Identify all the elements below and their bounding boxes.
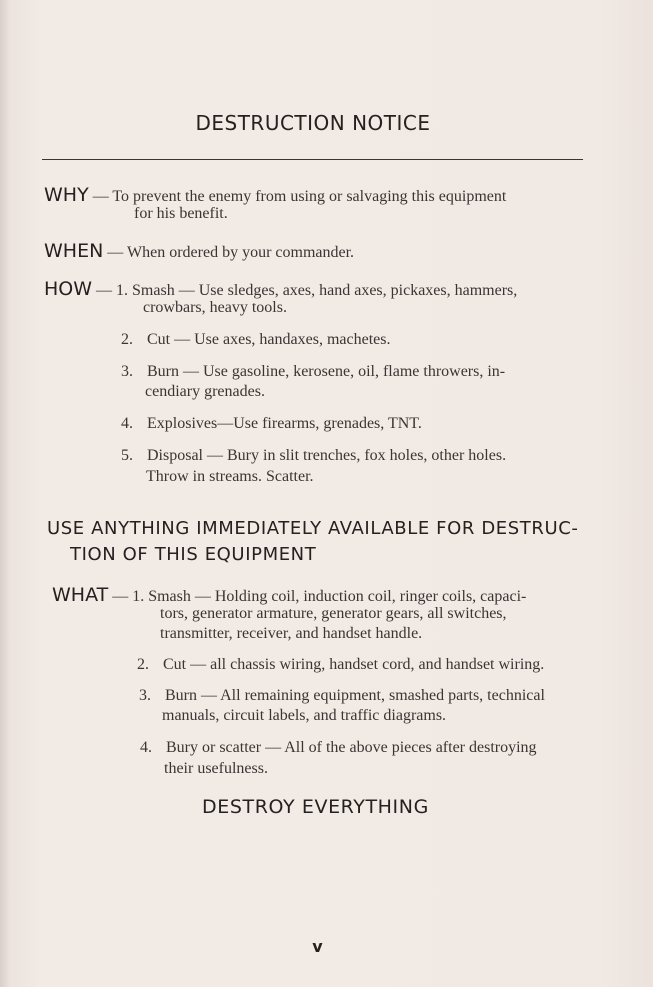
how-item-4-num: 4. bbox=[121, 415, 133, 432]
what-item-4-num: 4. bbox=[140, 739, 152, 756]
how-item-5-num: 5. bbox=[121, 447, 133, 464]
how-item-4 bbox=[121, 414, 422, 434]
what-item-2 bbox=[137, 655, 544, 675]
what-item-1-line1: Smash — Holding coil, induction coil, ringer coils, capaci- bbox=[148, 588, 527, 605]
what-item-3-line1: Burn — All remaining equipment, smashed parts, technical bbox=[165, 687, 545, 704]
how-keyword: HOW bbox=[44, 278, 93, 300]
what-item-4-line2: their usefulness. bbox=[164, 760, 268, 777]
page-number: v bbox=[312, 937, 323, 956]
what-item-3 bbox=[139, 686, 545, 706]
how-item-3 bbox=[121, 362, 505, 382]
when-row bbox=[44, 241, 354, 263]
how-item-1-num: — 1. bbox=[96, 282, 129, 299]
page-title: DESTRUCTION NOTICE bbox=[195, 111, 431, 135]
what-keyword: WHAT bbox=[52, 584, 109, 606]
how-item-5 bbox=[121, 446, 506, 466]
why-text-line2: for his benefit. bbox=[134, 205, 228, 222]
how-item-5-line1: Disposal — Bury in slit trenches, fox holes, other holes. bbox=[147, 447, 507, 464]
how-item-5-line2: Throw in streams. Scatter. bbox=[146, 468, 314, 485]
why-keyword: WHY bbox=[44, 184, 89, 206]
how-item-3-line1: Burn — Use gasoline, kerosene, oil, flame throwers, in- bbox=[147, 363, 506, 380]
how-item-2-num: 2. bbox=[121, 331, 133, 348]
what-item-1-line2: tors, generator armature, generator gears, all switches, bbox=[160, 605, 507, 622]
when-text: — When ordered by your commander. bbox=[107, 244, 355, 261]
what-item-2-num: 2. bbox=[137, 656, 149, 673]
how-item-3-num: 3. bbox=[121, 363, 133, 380]
what-item-3-num: 3. bbox=[139, 687, 151, 704]
why-text-line1: — To prevent the enemy from using or salvaging this equipment bbox=[92, 188, 507, 205]
what-item-1-line3: transmitter, receiver, and handset handle. bbox=[160, 625, 423, 642]
why-row bbox=[44, 185, 506, 207]
when-keyword: WHEN bbox=[44, 240, 104, 262]
what-item-4-line1: Bury or scatter — All of the above pieces after destroying bbox=[166, 739, 537, 756]
how-item-2 bbox=[121, 330, 390, 350]
closing-heading: DESTROY EVERYTHING bbox=[202, 796, 429, 818]
use-heading-line2: TION OF THIS EQUIPMENT bbox=[70, 544, 317, 565]
title-rule bbox=[42, 159, 583, 160]
what-item-1-num: — 1. bbox=[112, 588, 145, 605]
how-item-1-line2: crowbars, heavy tools. bbox=[143, 299, 287, 316]
what-item-2-line1: Cut — all chassis wiring, handset cord, and handset wiring. bbox=[163, 656, 545, 673]
use-heading-line1: USE ANYTHING IMMEDIATELY AVAILABLE FOR DESTRUC- bbox=[47, 518, 579, 539]
how-item-4-line1: Explosives—Use firearms, grenades, TNT. bbox=[147, 415, 422, 432]
what-item-3-line2: manuals, circuit labels, and traffic diagrams. bbox=[162, 707, 447, 724]
how-item-1-line1: Smash — Use sledges, axes, hand axes, pickaxes, hammers, bbox=[132, 282, 518, 299]
how-item-3-line2: cendiary grenades. bbox=[145, 383, 265, 400]
what-item-4 bbox=[140, 738, 537, 758]
how-item-2-line1: Cut — Use axes, handaxes, machetes. bbox=[147, 331, 391, 348]
